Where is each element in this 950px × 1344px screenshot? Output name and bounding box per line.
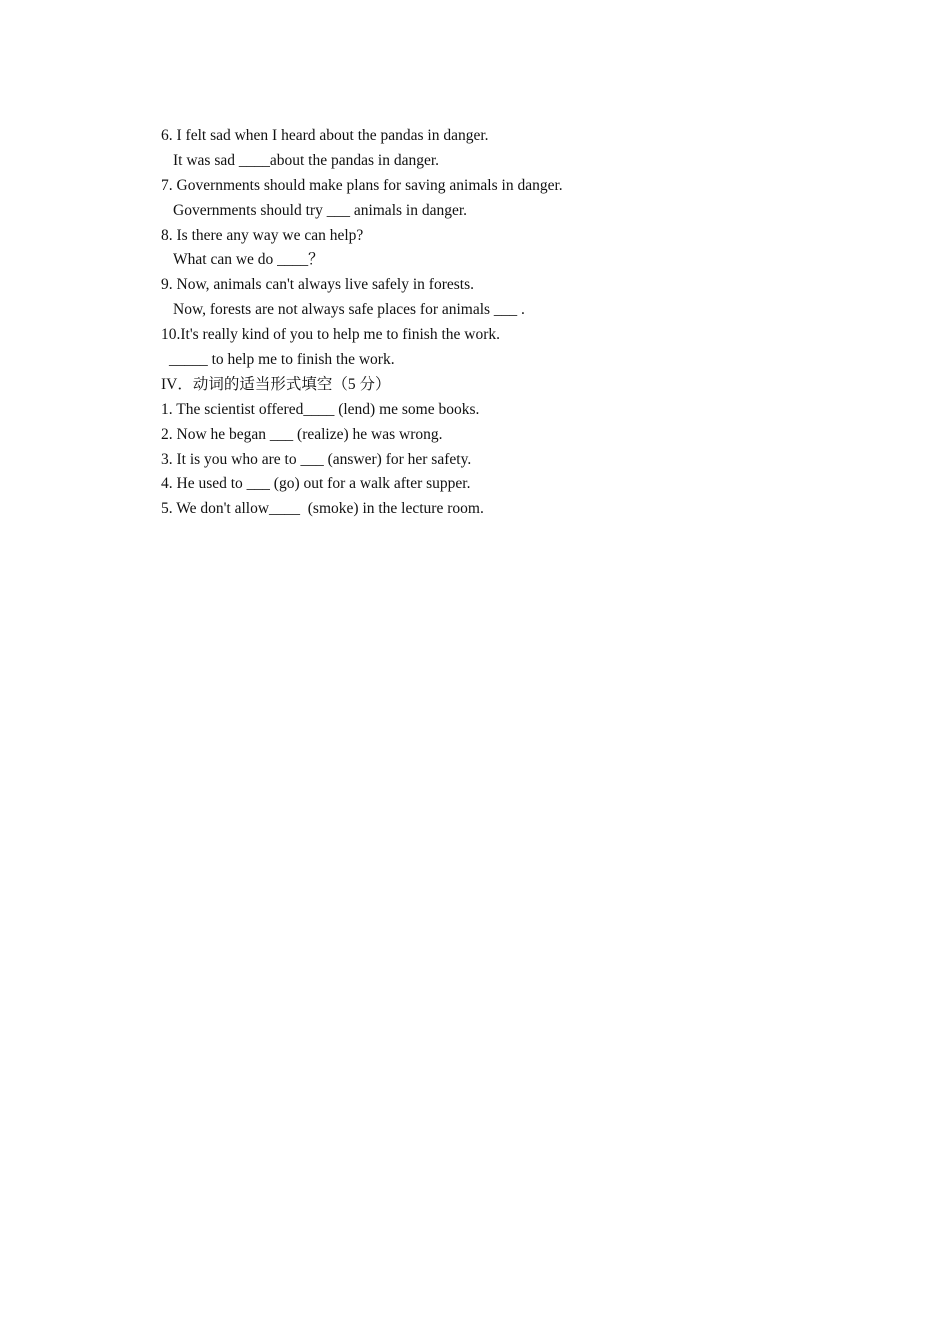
item-10-prompt: 10.It's really kind of you to help me to finish the work.	[161, 326, 501, 344]
item-10-rewrite: _____ to help me to finish the work.	[169, 351, 395, 369]
item-9-rewrite: Now, forests are not always safe places for animals ___ .	[173, 301, 525, 319]
item-6-prompt: 6. I felt sad when I heard about the pandas in danger.	[161, 127, 489, 144]
section-4-item-2: 2. Now he began ___ (realize) he was wrong.	[161, 425, 443, 443]
section-4-item-1: 1. The scientist offered____ (lend) me some books.	[161, 400, 480, 418]
section-4-heading: IV．动词的适当形式填空（5 分）	[161, 375, 391, 393]
item-8-rewrite: What can we do ____？	[173, 251, 324, 269]
item-8-prompt: 8. Is there any way we can help?	[161, 226, 364, 244]
exercise-content	[161, 124, 861, 522]
item-6-rewrite: It was sad ____about the pandas in danger.	[173, 151, 440, 169]
section-4-item-5: 5. We don't allow____ (smoke) in the lecture room.	[161, 500, 484, 518]
section-4-item-4: 4. He used to ___ (go) out for a walk after supper.	[161, 475, 471, 493]
item-9-prompt: 9. Now, animals can't always live safely in forests.	[161, 276, 474, 294]
item-7-rewrite: Governments should try ___ animals in danger.	[173, 201, 468, 219]
item-7-prompt: 7. Governments should make plans for saving animals in danger.	[161, 176, 563, 194]
section-4-item-3: 3. It is you who are to ___ (answer) for her safety.	[161, 450, 472, 468]
